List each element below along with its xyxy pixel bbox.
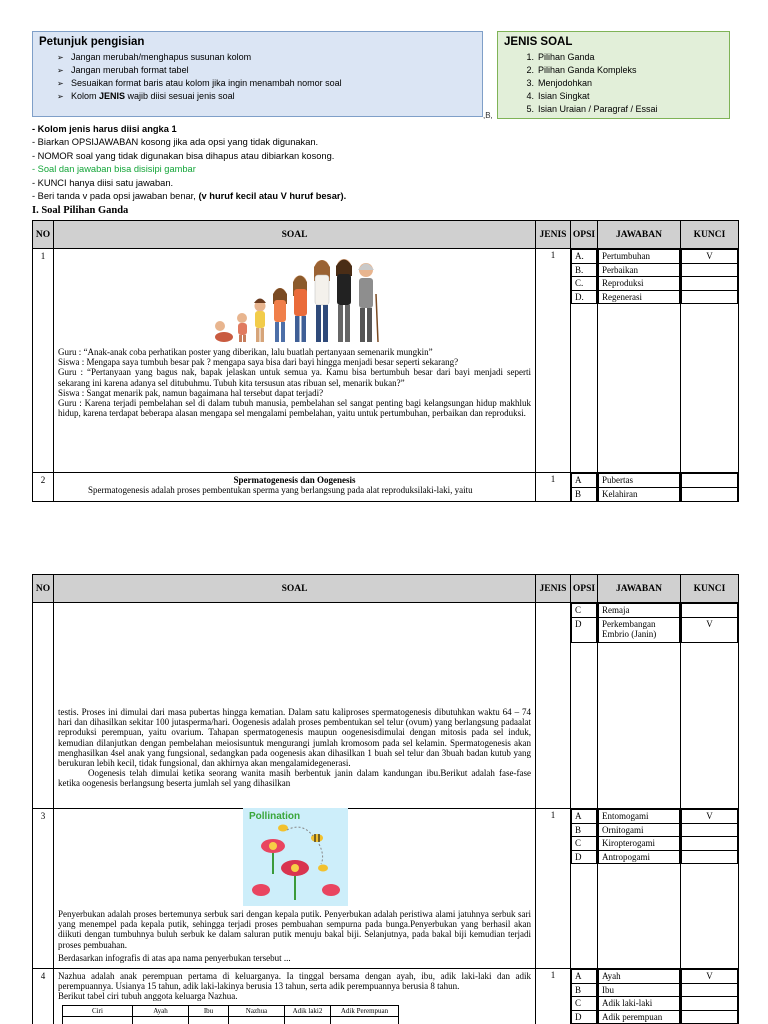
answer-text: Kiropterogami (599, 837, 680, 851)
answer-text: Ornitogami (599, 823, 680, 837)
question-subtitle: Spermatogenesis dan Oogenesis (233, 475, 356, 485)
arrow-bullet-icon: ➢ (57, 53, 64, 62)
question-types-list (520, 51, 658, 116)
answer-text: Antropogami (599, 850, 680, 864)
answer-text: Perkembangan Embrio (Janin) (599, 617, 680, 642)
answer-text: Regenerasi (599, 290, 680, 304)
girl-figure (273, 288, 287, 342)
header-jawaban: JAWABAN (598, 221, 681, 249)
dialog-line: Guru : “Anak-anak coba perhatikan poster yang diberikan, lalu buatlah pertanyaan semenarik mungkin” (58, 347, 433, 357)
instruction-item: ➢ Jangan merubah format tabel (57, 65, 189, 75)
question-number: 3 (33, 809, 54, 969)
option-label: D (572, 617, 597, 642)
dialog-line: Siswa : Sangat menarik pak, namun bagaimana hal tersebut dapat terjadi? (58, 387, 324, 398)
option-label: A (572, 810, 597, 824)
question-text (54, 603, 536, 809)
teen-figure (293, 276, 307, 343)
child-figure (254, 299, 266, 343)
note-line: - Kolom jenis harus diisi angka 1 (32, 124, 177, 134)
option-label: D. (572, 290, 597, 304)
answer-text: Pubertas (599, 474, 680, 488)
question-types-title: JENIS SOAL (504, 36, 573, 48)
question-type-item: 3. Menjodohkan (526, 78, 593, 88)
header-no: NO (33, 575, 54, 603)
answer-text: Ayah (599, 970, 680, 984)
instructions-list (57, 51, 342, 103)
traits-header: Ibu (189, 1005, 229, 1016)
header-soal: SOAL (54, 575, 536, 603)
answer-key (682, 983, 738, 997)
question-table-page2 (32, 574, 739, 1024)
elder-figure (358, 263, 378, 342)
table-row (33, 473, 739, 502)
option-label: B (572, 487, 597, 501)
traits-header: Ciri (63, 1005, 133, 1016)
question-types-box (497, 31, 730, 119)
option-label: D (572, 850, 597, 864)
instruction-item: ➢ Sesuaikan format baris atau kolom jika ingin menambah nomor soal (57, 78, 342, 88)
arrow-bullet-icon: ➢ (57, 79, 64, 88)
question-paragraph: Penyerbukan adalah proses bertemunya serbuk sari dengan kepala putik. Penyerbukan adalah peristiwa alami jatuhnya serbuk sari yang menempel pada kepala putik, sehingga terjadi proses pembuahan sempurna pada bunga.Penyerbukan yang berhasil akan diikuti dengan tumbuhnya buluh serbuk ke dalam saluran putik menuju bakal biji. Selanjutnya, pada bakal biji kemudian terjadi proses pembuahan. (58, 909, 531, 950)
question-type-item: 4. Isian Singkat (526, 91, 590, 101)
question-type: 1 (536, 969, 571, 1024)
header-jawaban: JAWABAN (598, 575, 681, 603)
answer-key (682, 290, 738, 304)
header-jenis: JENIS (536, 221, 571, 249)
notes-list (32, 123, 346, 203)
option-label: B. (572, 263, 597, 277)
answer-key (682, 1010, 738, 1024)
adult-figure (336, 259, 352, 342)
traits-header: Nazhua (229, 1005, 285, 1016)
question-prompt: Berdasarkan infografis di atas apa nama penyerbukan tersebut ... (58, 952, 291, 963)
option-label: A. (572, 250, 597, 264)
option-label: C (572, 604, 597, 618)
traits-header: Adik Perempuan (331, 1005, 399, 1016)
dialog-line: Guru : Karena terjadi pembelahan sel di dalam tubuh manusia, pembelahan sel sangat penting bagi kelangsungan hidup makhluk hidup, karena terdapat beberapa alasan mengapa sel mengalami pembelahan, yaitu untuk pertumbuhan, perbaikan dan reproduksi. (58, 398, 531, 419)
header-opsi: OPSI (571, 575, 598, 603)
question-paragraph: Oogenesis telah dimulai ketika seorang wanita masih berbentuk janin dalam kandungan ibu.Berikut adalah fase-fase ketika oogenesis berlangsung beserta jumlah sel yang dihasilkan (58, 768, 531, 789)
answer-text: Reproduksi (599, 277, 680, 291)
question-type-item: 1. Pilihan Ganda (526, 52, 595, 62)
answer-text: Pertumbuhan (599, 250, 680, 264)
arrow-bullet-icon: ➢ (57, 66, 64, 75)
header-opsi: OPSI (571, 221, 598, 249)
traits-header: Adik laki2 (285, 1005, 331, 1016)
question-type: 1 (536, 473, 571, 502)
note-line: - Beri tanda v pada opsi jawaban benar, (v huruf kecil atau V huruf besar). (32, 191, 347, 202)
option-label: C (572, 997, 597, 1011)
table-row (33, 809, 739, 969)
header-jenis: JENIS (536, 575, 571, 603)
arrow-bullet-icon: ➢ (57, 92, 64, 101)
human-growth-illustration (210, 254, 385, 344)
instructions-box (32, 31, 483, 117)
answer-key (682, 474, 738, 488)
header-kunci: KUNCI (681, 575, 739, 603)
question-paragraph: Spermatogenesis adalah proses pembentukan sperma yang berlangsung pada alat reproduksilaki-laki, yaitu (88, 485, 473, 496)
answer-key (682, 997, 738, 1011)
answer-text: Adik perempuan (599, 1010, 680, 1024)
note-line: - Biarkan OPSIJAWABAN kosong jika ada opsi yang tidak digunakan. (32, 137, 319, 148)
question-number: 1 (33, 249, 54, 473)
question-text (54, 969, 536, 1024)
answer-key (682, 604, 738, 618)
option-label: C (572, 837, 597, 851)
answer-key (682, 823, 738, 837)
table-header-row (33, 221, 739, 249)
pollination-infographic (243, 808, 348, 906)
note-line: - Soal dan jawaban bisa disisipi gambar (32, 164, 196, 175)
question-number: 4 (33, 969, 54, 1024)
answer-key (682, 487, 738, 501)
option-label: A (572, 970, 597, 984)
answer-key: V (682, 250, 738, 264)
family-traits-table (62, 1005, 399, 1024)
question-type-item: 2. Pilihan Ganda Kompleks (526, 65, 637, 75)
question-type: 1 (536, 249, 571, 473)
option-label: B (572, 983, 597, 997)
instruction-item: ➢ Jangan merubah/menghapus susunan kolom (57, 52, 252, 62)
header-kunci: KUNCI (681, 221, 739, 249)
question-table-page1 (32, 220, 739, 502)
answer-text: Remaja (599, 604, 680, 618)
option-label: A (572, 474, 597, 488)
table-row (33, 603, 739, 809)
woman-figure (314, 260, 330, 342)
table-row (33, 969, 739, 1024)
question-paragraph: testis. Proses ini dimulai dari masa pubertas hingga kematian. Dalam satu kaliproses spermatogenesis dibutuhkan waktu 64 – 74 hari dan dihasilkan sekitar 100 jutasperma/hari. Oogenesis adalah proses pembentukan sel telur (ovum) yang berlangsung padaalat reproduksi perempuan, yaitu ovarium. Tahapan spermatogenesis maupun oogenesisdimulai dengan mitosis pada sel induk, kemudian dilanjutkan dengan pembelahan meiosisuntuk mengurangi jumlah kromosom pada sel kelamin. Spermatogenesis akan menghasilkan 4sel anak yang fungsional, sedangkan pada oogenesis akan dihasilkan 1 buah sel telur dan 3buah badan kutub yang berukuran lebih kecil, tidak fungsional, dan akhirnya akan mengalamidegenerasi. (58, 707, 531, 769)
note-line: - NOMOR soal yang tidak digunakan bisa dihapus atau dibiarkan kosong. (32, 150, 335, 161)
toddler-figure (237, 313, 247, 342)
option-label: C. (572, 277, 597, 291)
instructions-title: Petunjuk pengisian (39, 36, 145, 48)
baby-figure (215, 321, 233, 342)
answer-key: V (682, 810, 738, 824)
question-type: 1 (536, 809, 571, 969)
option-label: B (572, 823, 597, 837)
traits-header: Ayah (133, 1005, 189, 1016)
table-row (33, 249, 739, 473)
instruction-item: ➢ Kolom JENIS wajib diisi sesuai jenis soal (57, 91, 235, 101)
section-title: I. Soal Pilihan Ganda (32, 205, 129, 216)
dialog-line: Siswa : Mengapa saya tumbuh besar pak ? mengapa saya bisa dari bayi hingga menjadi besar seperti sekarang? (58, 357, 459, 368)
table-header-row (33, 575, 739, 603)
header-soal: SOAL (54, 221, 536, 249)
answer-key: V (682, 970, 738, 984)
header-no: NO (33, 221, 54, 249)
pollination-label: Pollination (249, 811, 301, 822)
answer-text: Perbaikan (599, 263, 680, 277)
answer-text: Ibu (599, 983, 680, 997)
answer-key: V (682, 617, 738, 642)
note-line: - KUNCI hanya diisi satu jawaban. (32, 177, 174, 188)
answer-text: Adik laki-laki (599, 997, 680, 1011)
option-label: D (572, 1010, 597, 1024)
truncated-text: ,B, (483, 111, 493, 120)
answer-text: Entomogami (599, 810, 680, 824)
question-number: 2 (33, 473, 54, 502)
answer-key (682, 277, 738, 291)
question-paragraph: Berikut tabel ciri tubuh anggota keluarga Nazhua. (58, 991, 238, 1002)
question-paragraph: Nazhua adalah anak perempuan pertama di keluarganya. Ia tinggal bersama dengan ayah, ibu, adik laki-laki dan adik perempuannya. Usianya 15 tahun, adik laki-lakinya berusia 13 tahun, serta adik perempuannya berusia 8 tahun. (58, 971, 531, 992)
answer-key (682, 837, 738, 851)
question-text (54, 473, 536, 502)
question-type-item: 5. Isian Uraian / Paragraf / Essai (526, 104, 658, 114)
answer-text: Kelahiran (599, 487, 680, 501)
answer-key (682, 263, 738, 277)
answer-key (682, 850, 738, 864)
dialog-line: Guru : “Pertanyaan yang bagus nak, bapak jelaskan untuk semua ya. Kamu bisa bertumbuh besar dari bayi menjadi seperti sekarang ini karena adanya sel ditubuhmu. Tubuh kita tersusun atas ribuan sel, menarik bukan?” (58, 367, 531, 388)
